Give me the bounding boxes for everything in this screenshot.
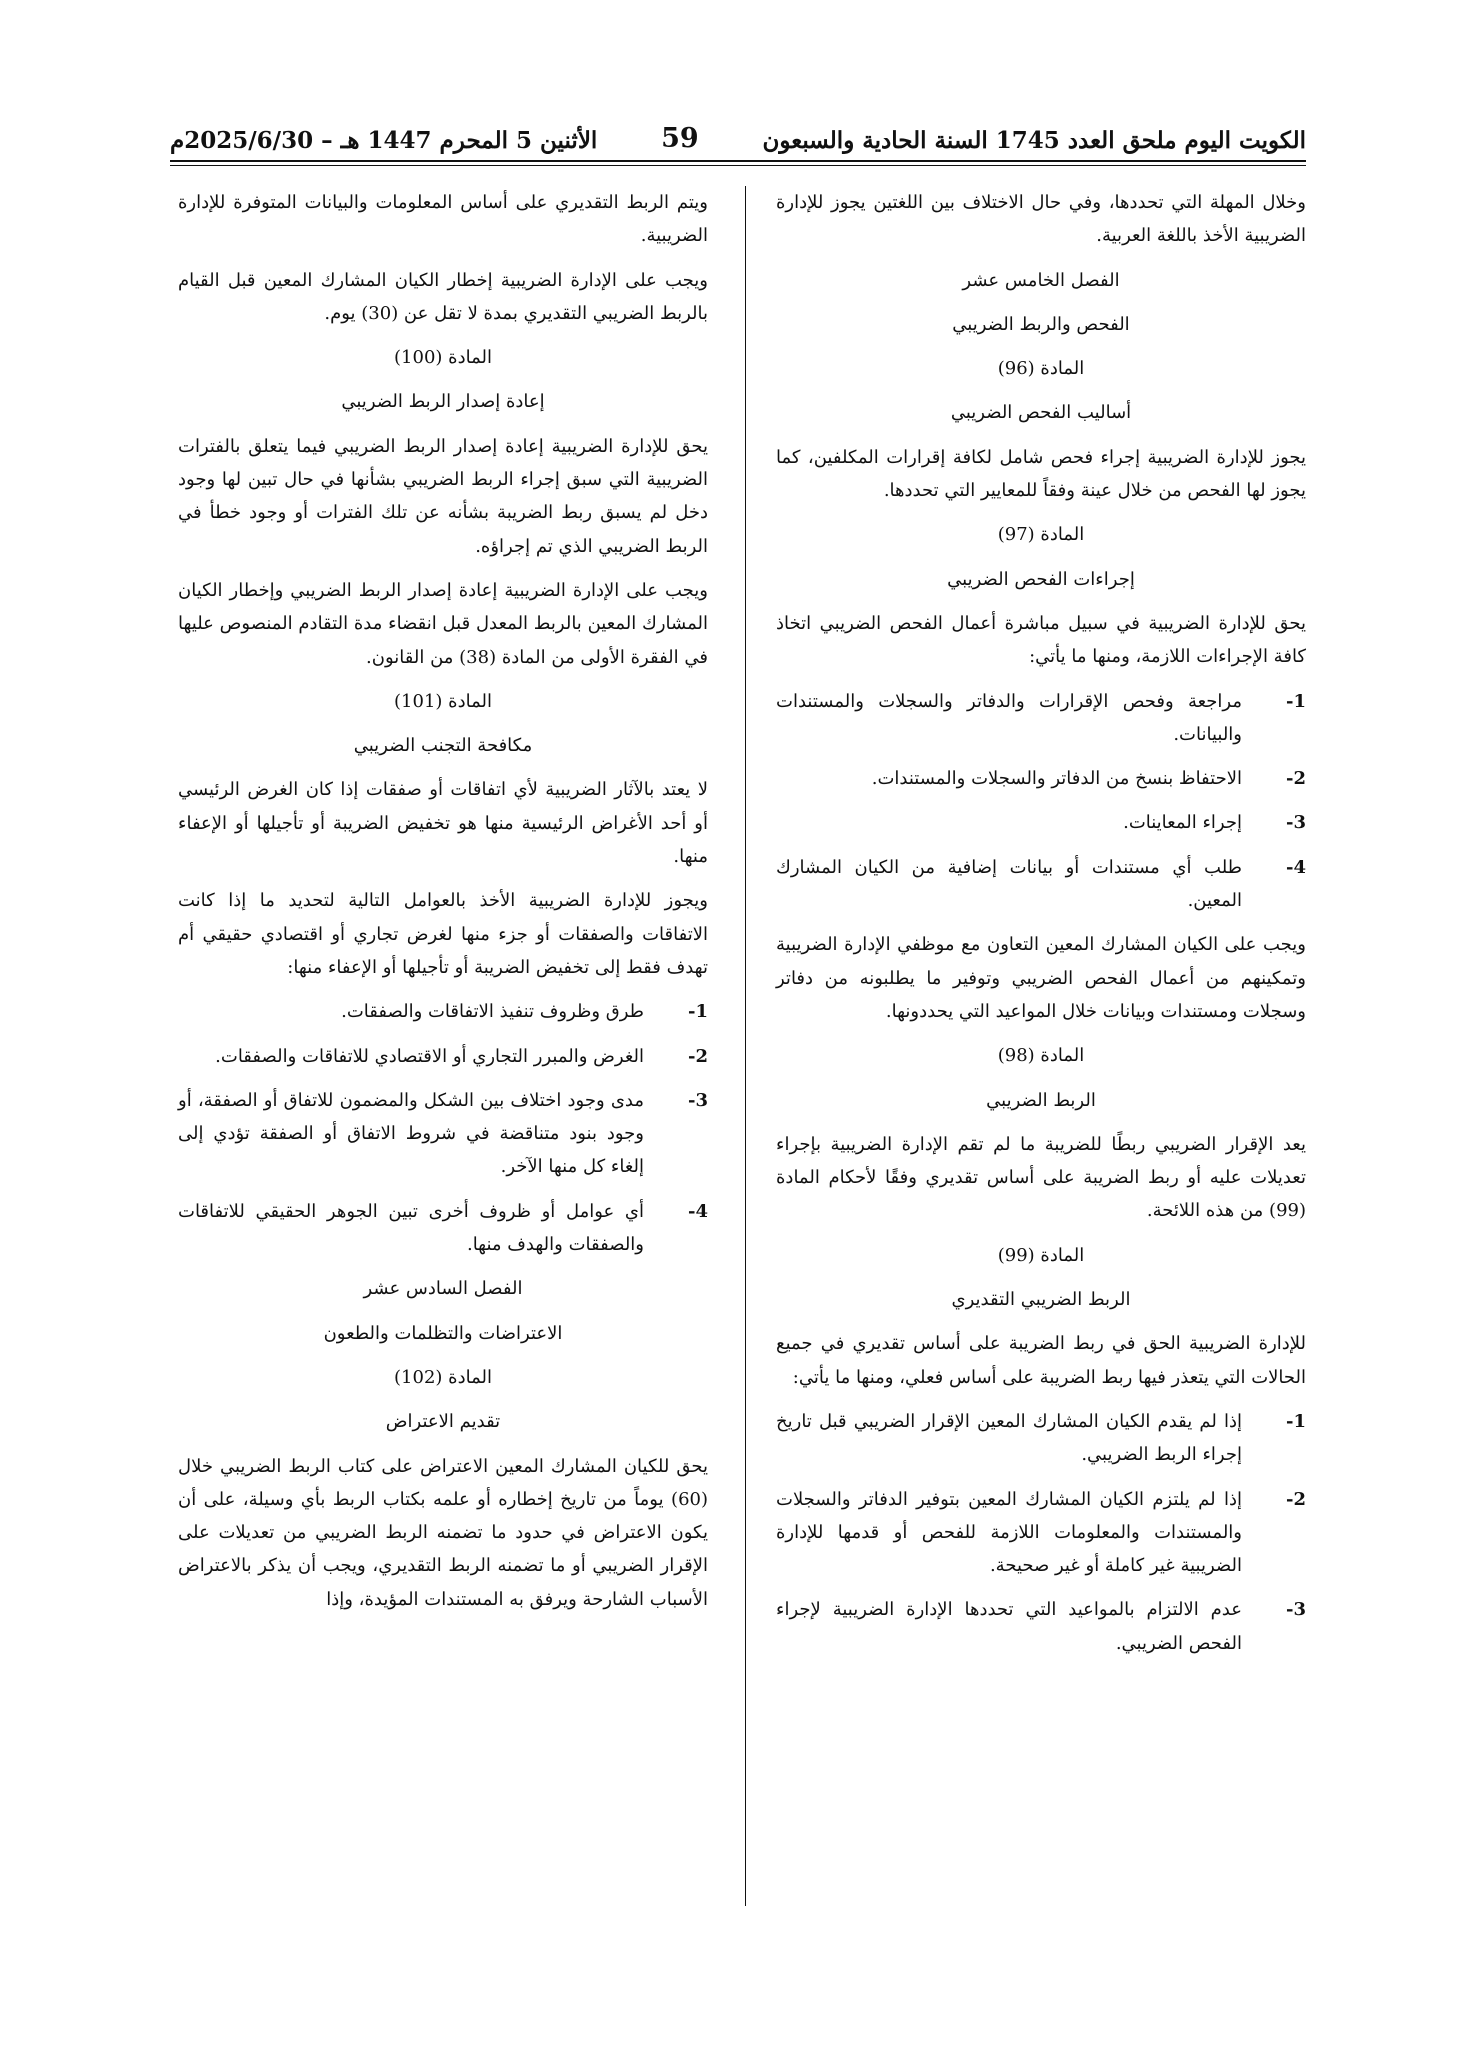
article-heading: المادة (102) xyxy=(394,1366,492,1388)
list-number: 1- xyxy=(687,1001,708,1023)
list-text: طلب أي مستندات أو بيانات إضافية من الكيان المشارك المعين. xyxy=(776,856,1242,912)
article-text: يحق للإدارة الضريبية في سبيل مباشرة أعمال الفحص الضريبي اتخاذ كافة الإجراءات اللازمة، ومنها ما يأتي: xyxy=(776,612,1306,668)
paragraph: وخلال المهلة التي تحددها، وفي حال الاختلاف بين اللغتين يجوز للإدارة الضريبية الأخذ باللغة العربية. xyxy=(776,192,1306,247)
article-text: لا يعتد بالآثار الضريبية لأي اتفاقات أو صفقات إذا كان الغرض الرئيسي أو أحد الأغراض الرئيسية منها هو تخفيض الضريبة أو تأجيلها أو الإعفاء منها. xyxy=(178,779,708,868)
list-item xyxy=(178,995,708,1028)
chapter-heading: الفصل السادس عشر xyxy=(363,1278,523,1300)
list-item xyxy=(178,1040,708,1073)
article-title: الربط الضريبي التقديري xyxy=(951,1289,1131,1311)
header-date: الأثنين 5 المحرم 1447 هـ – 2025/6/30م xyxy=(170,127,598,154)
article-text: يحق للإدارة الضريبية إعادة إصدار الربط الضريبي فيما يتعلق بالفترات الضريبية التي سبق إجراء الربط الضريبي بشأنها في حال تبين لها وجود دخل لم يسبق ربط الضريبة بشأنه عن تلك الفترات أو وجود خطأ في الربط الضريبي الذي تم إجراؤه. xyxy=(178,435,708,557)
list-number: 3- xyxy=(1285,812,1306,834)
article-text: يجوز للإدارة الضريبية إجراء فحص شامل لكافة إقرارات المكلفين، كما يجوز لها الفحص من خلال عينة وفقاً للمعايير التي تحددها. xyxy=(776,446,1306,502)
list-number: 2- xyxy=(1285,1488,1306,1510)
list-number: 1- xyxy=(1285,1410,1306,1432)
list-text: الاحتفاظ بنسخ من الدفاتر والسجلات والمستندات. xyxy=(871,768,1242,790)
list-text: طرق وظروف تنفيذ الاتفاقات والصفقات. xyxy=(341,1001,644,1023)
article-heading: المادة (100) xyxy=(394,347,492,369)
list-item xyxy=(776,1483,1306,1583)
list-item xyxy=(178,1084,708,1184)
article-text: ويجوز للإدارة الضريبية الأخذ بالعوامل التالية لتحديد ما إذا كانت الاتفاقات والصفقات أو جزء منها لغرض تجاري أو اقتصادي حقيقي أم تهدف فقط إلى تخفيض الضريبة أو تأجيلها أو الإعفاء منها: xyxy=(178,890,708,978)
list-text: الغرض والمبرر التجاري أو الاقتصادي للاتفاقات والصفقات. xyxy=(215,1045,644,1067)
article-title: مكافحة التجنب الضريبي xyxy=(353,735,533,757)
article-heading: المادة (99) xyxy=(997,1244,1085,1266)
list-number: 4- xyxy=(1285,856,1306,878)
article-text: يحق للكيان المشارك المعين الاعتراض على كتاب الربط الضريبي خلال (60) يوماً من تاريخ إخطاره أو علمه بكتاب الربط بأي وسيلة، على أن يكون الاعتراض في حدود ما تضمنه الربط الضريبي من تعديلات على الإقرار الضريبي أو ما تضمنه الربط التقديري، ويجب أن يذكر بالاعتراض الأسباب الشارحة ويرفق به المستندات المؤيدة، وإذا xyxy=(178,1455,709,1610)
page-number: 59 xyxy=(661,123,699,154)
list-item xyxy=(776,1405,1306,1472)
column-divider xyxy=(745,186,746,1906)
article-heading: المادة (97) xyxy=(997,524,1085,546)
article-heading: المادة (96) xyxy=(997,358,1085,380)
list-text: إجراء المعاينات. xyxy=(1123,812,1242,834)
article-text: ويجب على الكيان المشارك المعين التعاون مع موظفي الإدارة الضريبية وتمكينهم من أعمال الفحص الضريبي وتوفير ما يطلبونه من دفاتر وسجلات ومستندات وبيانات خلال المواعيد التي يحددونها. xyxy=(776,934,1306,1022)
header-issue: الكويت اليوم ملحق العدد 1745 السنة الحادية والسبعون xyxy=(762,127,1306,154)
list-text: إذا لم يقدم الكيان المشارك المعين الإقرار الضريبي قبل تاريخ إجراء الربط الضريبي. xyxy=(776,1410,1242,1466)
list-text: مدى وجود اختلاف بين الشكل والمضمون للاتفاق أو الصفقة، أو وجود بنود متناقضة في شروط الاتفاق أو الصفقة تؤدي إلى إلغاء كل منها الآخر. xyxy=(178,1089,644,1178)
page-header xyxy=(170,112,1306,154)
article-title: أساليب الفحص الضريبي xyxy=(950,402,1132,424)
list-number: 2- xyxy=(1285,768,1306,790)
list-number: 1- xyxy=(1285,690,1306,712)
paragraph: ويتم الربط التقديري على أساس المعلومات والبيانات المتوفرة للإدارة الضريبية. xyxy=(178,192,708,247)
list-number: 3- xyxy=(687,1089,708,1111)
article-heading: المادة (98) xyxy=(997,1045,1085,1067)
chapter-title: الاعتراضات والتظلمات والطعون xyxy=(323,1322,563,1344)
article-text: للإدارة الضريبية الحق في ربط الضريبة على أساس تقديري في جميع الحالات التي يتعذر فيها ربط الضريبة على أساس فعلي، ومنها ما يأتي: xyxy=(776,1333,1306,1388)
right-column xyxy=(776,186,1306,1671)
article-heading: المادة (101) xyxy=(394,690,492,712)
list-text: أي عوامل أو ظروف أخرى تبين الجوهر الحقيقي للاتفاقات والصفقات والهدف منها. xyxy=(178,1200,644,1256)
list-item xyxy=(776,851,1306,918)
article-text: ويجب على الإدارة الضريبية إعادة إصدار الربط الضريبي وإخطار الكيان المشارك المعين بالربط المعدل قبل انقضاء مدة التقادم المنصوص عليها في الفقرة الأولى من المادة (38) من القانون. xyxy=(178,579,708,668)
list-number: 4- xyxy=(687,1200,708,1222)
paragraph: ويجب على الإدارة الضريبية إخطار الكيان المشارك المعين قبل القيام بالربط الضريبي التقديري بمدة لا تقل عن (30) يوم. xyxy=(178,269,708,324)
article-title: الربط الضريبي xyxy=(986,1089,1096,1111)
list-text: مراجعة وفحص الإقرارات والدفاتر والسجلات والمستندات والبيانات. xyxy=(776,690,1242,745)
chapter-heading: الفصل الخامس عشر xyxy=(962,269,1120,291)
article-text: يعد الإقرار الضريبي ربطًا للضريبة ما لم تقم الإدارة الضريبية بإجراء تعديلات عليه أو ربط الضريبة على أساس تقديري وفقًا لأحكام المادة (99) من هذه اللائحة. xyxy=(776,1133,1306,1222)
list-item xyxy=(178,1195,708,1262)
article-title: إعادة إصدار الربط الضريبي xyxy=(341,391,545,413)
list-text: عدم الالتزام بالمواعيد التي تحددها الإدارة الضريبية لإجراء الفحص الضريبي. xyxy=(776,1599,1242,1654)
header-rule xyxy=(170,160,1306,162)
list-item xyxy=(776,762,1306,795)
left-column xyxy=(178,186,708,1627)
list-number: 2- xyxy=(687,1045,708,1067)
article-title: إجراءات الفحص الضريبي xyxy=(947,568,1135,590)
list-text: إذا لم يلتزم الكيان المشارك المعين بتوفير الدفاتر والسجلات والمستندات والمعلومات اللازمة للفحص أو قدمها للإدارة الضريبية غير كاملة أو غير صحيحة. xyxy=(776,1488,1242,1577)
list-number: 3- xyxy=(1285,1599,1306,1621)
list-item xyxy=(776,685,1306,752)
header-rule-thin xyxy=(170,165,1306,166)
chapter-title: الفحص والربط الضريبي xyxy=(952,313,1130,335)
list-item xyxy=(776,806,1306,839)
list-item xyxy=(776,1593,1306,1660)
article-title: تقديم الاعتراض xyxy=(385,1411,501,1433)
